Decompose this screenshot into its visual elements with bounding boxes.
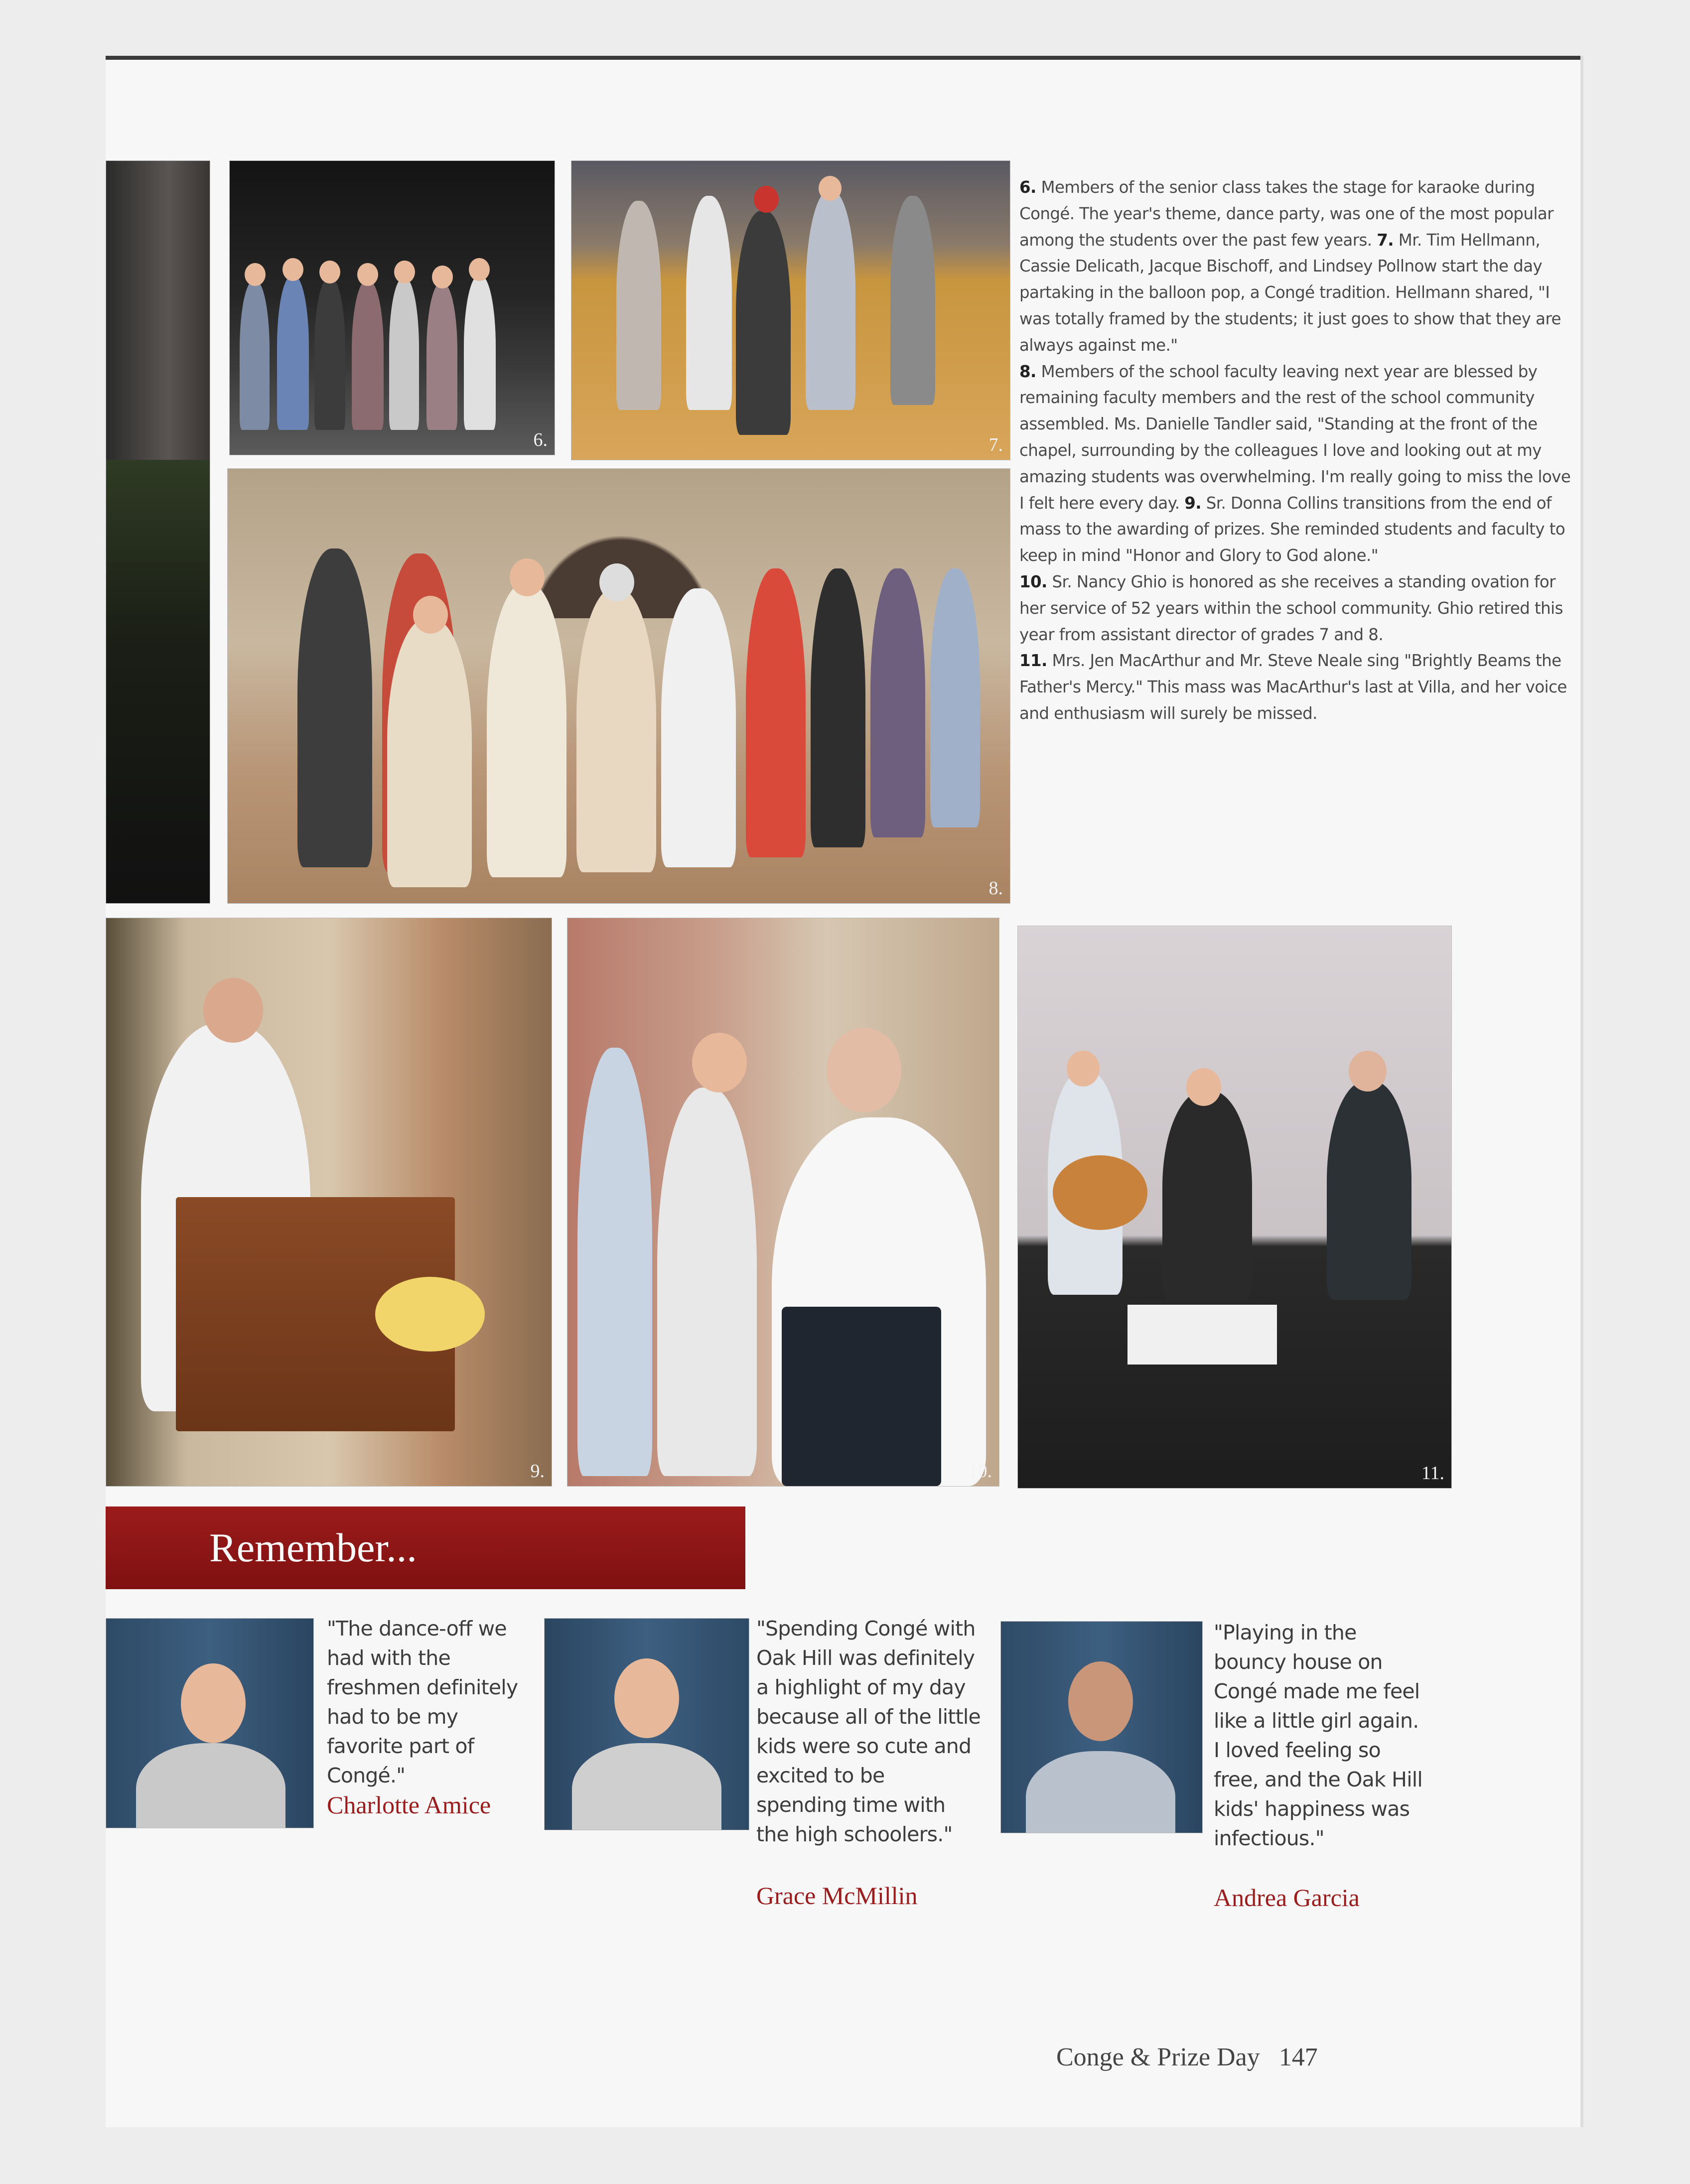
- photo-captions: 6. Members of the senior class takes the stage for karaoke during Congé. The year's theme, dance party, was one of the most popular among the students over the past few years. 7. Mr. Tim Hellmann, Cassie Delicath, Jacque Bischoff, and Lindsey Pollnow start the day partaking in the balloon pop, a Congé tradition. Hellmann shared, "I was totally framed by the students; it just goes to show that they are always against me." 8. Members of the school faculty leaving next year are blessed by remaining faculty members and the rest of the school community assembled. Ms. Danielle Tandler said, "Standing at the front of the chapel, surrounding by the colleagues I love and looking out at my amazing students was overwhelming. I'm really going to miss the love I felt here every day. 9. Sr. Donna Collins transitions from the end of mass to the awarding of prizes. She reminded students and faculty to keep in mind "Honor and Glory to God alone." 10. Sr. Nancy Ghio is honored as she receives a standing ovation for her service of 52 years within the school community. Ghio retired this year from assistant director of grades 7 and 8. 11. Mrs. Jen MacArthur and Mr. Steve Neale sing "Brightly Beams the Father's Mercy." This mass was MacArthur's last at Villa, and her voice and enthusiasm will surely be missed.: [1019, 178, 1571, 723]
- photo-8-faculty-blessing: [227, 468, 1010, 904]
- portrait-andrea-garcia: [1000, 1621, 1203, 1833]
- quote-author: Charlotte Amice: [327, 1791, 491, 1819]
- yearbook-page: [106, 56, 1580, 2127]
- quote-text: "Playing in the bouncy house on Congé made me feel like a little girl again. I loved feeling so free, and the Oak Hill kids' happiness was infectious.": [1214, 1621, 1422, 1850]
- photo-number: 9.: [530, 1461, 545, 1482]
- portrait-grace-mcmillin: [544, 1618, 749, 1830]
- photo-6-karaoke: [229, 160, 555, 455]
- photo-number: 10.: [968, 1461, 992, 1482]
- photo-11-singers: [1017, 926, 1452, 1489]
- photo-10-ovation: [567, 918, 999, 1487]
- edge-photo-strip: [106, 160, 210, 904]
- portrait-charlotte-amice: [106, 1618, 314, 1828]
- remember-banner: [106, 1506, 745, 1589]
- quote-author: Grace McMillin: [756, 1882, 918, 1910]
- photo-number: 7.: [988, 434, 1003, 455]
- photo-number: 6.: [533, 429, 548, 450]
- photo-number: 8.: [988, 878, 1003, 899]
- page-footer: [1056, 2043, 1318, 2072]
- page-number: 147: [1278, 2043, 1318, 2071]
- photo-number: 11.: [1421, 1463, 1444, 1484]
- quote-text: "Spending Congé with Oak Hill was definitely a highlight of my day because all of the little kids were so cute and excited to be spending time with the high schoolers.": [756, 1617, 981, 1846]
- remember-heading: Remember...: [209, 1525, 417, 1570]
- photo-9-podium: [106, 918, 552, 1487]
- quote-text: "The dance-off we had with the freshmen definitely had to be my favorite part of Congé.": [327, 1617, 518, 1787]
- photo-7-balloon-pop: [571, 160, 1010, 460]
- section-title: Conge & Prize Day: [1056, 2043, 1260, 2071]
- quote-author: Andrea Garcia: [1214, 1884, 1360, 1911]
